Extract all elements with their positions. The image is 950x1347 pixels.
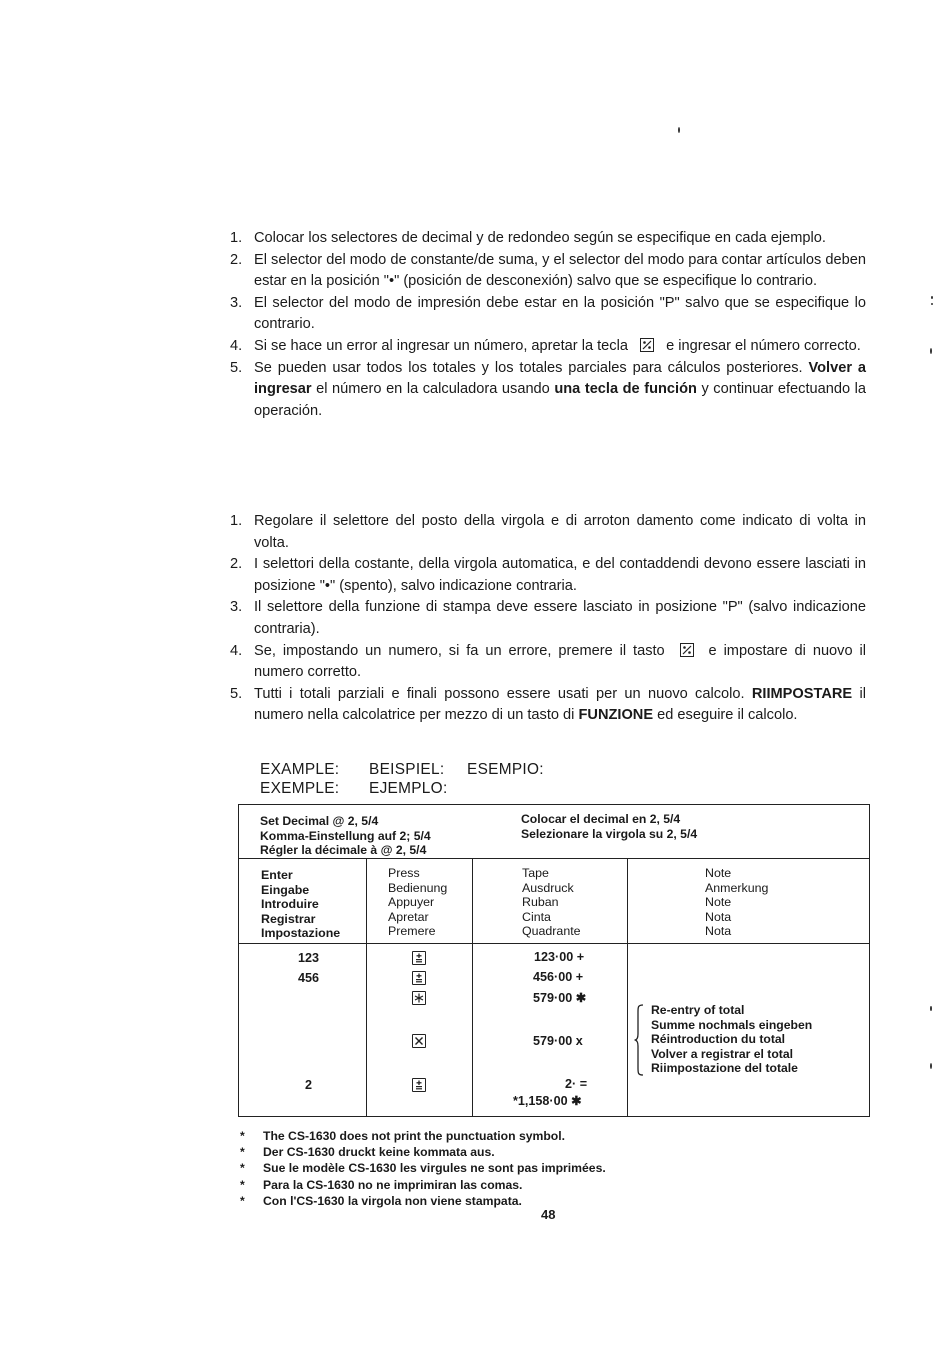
- setup-right: [521, 812, 697, 841]
- footnote: [240, 1160, 606, 1176]
- text-segment: Se pueden usar todos los totales y los totales parciales para cálculos posteriores.: [254, 359, 803, 376]
- heading-word: ESEMPIO:: [467, 761, 544, 778]
- instruction-item: [230, 336, 866, 358]
- plus-equals-key-icon: [412, 1078, 426, 1092]
- item-text: [254, 684, 866, 727]
- scan-speck: [930, 1006, 932, 1011]
- footnote: [240, 1128, 606, 1144]
- italian-instructions: [230, 511, 866, 727]
- footnote: [240, 1177, 606, 1193]
- enter-header: [261, 868, 340, 941]
- scan-speck: [930, 1063, 932, 1069]
- text-segment: ed eseguire il calcolo.: [657, 707, 798, 724]
- footnote-text: Sue le modèle CS-1630 les virgules ne sont pas imprimées.: [263, 1161, 606, 1176]
- example-heading: [260, 760, 544, 798]
- header-line: Apretar: [388, 909, 429, 924]
- tape-line: 579·00 x: [533, 1034, 583, 1048]
- tape-line: 579·00 ✱: [533, 991, 587, 1005]
- clear-entry-key-icon: [640, 338, 654, 352]
- header-line: Eingabe: [261, 882, 310, 897]
- item-number: 3.: [230, 294, 243, 311]
- header-line: Introduire: [261, 897, 319, 912]
- tape-line: *1,158·00 ✱: [513, 1094, 582, 1108]
- instruction-item: [230, 554, 866, 597]
- header-line: Nota: [705, 909, 732, 924]
- header-line: Bedienung: [388, 880, 448, 895]
- page-number: 48: [541, 1207, 556, 1222]
- note-header: [705, 866, 768, 939]
- text-segment: Tutti i totali parziali e finali possono essere usati per un nuovo calcolo.: [254, 685, 745, 702]
- item-number: 2.: [230, 251, 243, 268]
- setup-row: [239, 805, 869, 859]
- header-line: Impostazione: [261, 926, 341, 941]
- tape-line: 2· =: [565, 1077, 588, 1091]
- header-line: Enter: [261, 868, 293, 882]
- item-text: [254, 336, 866, 358]
- bold-segment: RIIMPOSTARE: [751, 685, 853, 702]
- heading-word: BEISPIEL:: [369, 761, 445, 778]
- item-text: Colocar los selectores de decimal y de redondeo según se especifique en cada ejemplo.: [254, 230, 826, 246]
- header-row: [239, 859, 869, 944]
- bold-segment: Volver a ingresar: [254, 359, 867, 398]
- item-text: [254, 641, 866, 684]
- header-line: Appuyer: [388, 895, 435, 910]
- header-line: Ruban: [522, 895, 559, 910]
- text-segment: Se, impostando un numero, si fa un errore, premere il tasto: [254, 642, 665, 659]
- footnote-text: Con l'CS-1630 la virgola non viene stampata.: [263, 1193, 522, 1208]
- header-line: Note: [705, 866, 732, 880]
- header-line: Anmerkung: [705, 880, 769, 895]
- setup-line: Selezionare la virgola su 2, 5/4: [521, 826, 698, 841]
- scan-speck: [931, 296, 933, 299]
- item-number: 4.: [230, 642, 243, 659]
- note-line: Volver a registrar el total: [651, 1046, 794, 1061]
- note-line: Réintroduction du total: [651, 1032, 786, 1047]
- text-segment: y continuar efectuando la operación.: [254, 381, 866, 419]
- heading-word: EXAMPLE:: [260, 761, 340, 778]
- text-segment: e impostare di nuovo il numero corretto.: [254, 642, 866, 681]
- column-divider: [366, 859, 367, 1116]
- column-divider: [627, 859, 628, 1116]
- example-heading-line: [260, 779, 544, 798]
- setup-line: Komma-Einstellung auf 2; 5/4: [260, 828, 431, 843]
- note-line: Riimpostazione del totale: [651, 1061, 798, 1076]
- setup-line: Colocar el decimal en 2, 5/4: [521, 812, 681, 826]
- footnote-text: Der CS-1630 druckt keine kommata aus.: [263, 1145, 495, 1160]
- item-text: El selector del modo de constante/de suma, y el selector del modo para contar artículos deben estar en la posición "•" (posición de desconexión) salvo que se especifique lo contrario.: [254, 251, 866, 290]
- plus-equals-key-icon: [412, 971, 426, 985]
- item-number: 3.: [230, 599, 243, 616]
- item-text: El selector del modo de impresión debe estar en la posición "P" salvo que se especifique lo contrario.: [254, 294, 866, 333]
- instruction-item: [230, 358, 866, 423]
- footnote-text: Para la CS-1630 no ne imprimiran las comas.: [263, 1177, 523, 1192]
- heading-word: EXEMPLE:: [260, 780, 340, 797]
- instruction-item: [230, 293, 866, 336]
- entry-value: 2: [304, 1078, 312, 1092]
- header-line: Note: [705, 895, 732, 910]
- text-segment: il numero nella calcolatrice per mezzo di un tasto di: [254, 685, 866, 724]
- item-text: Il selettore della funzione di stampa deve essere lasciato in posizione "P" (salvo indicazione contraria).: [254, 599, 866, 637]
- text-segment: el número en la calculadora usando: [316, 381, 550, 398]
- clear-entry-key-icon: [680, 643, 694, 657]
- scan-speck: [678, 127, 680, 133]
- footnote-marker: *: [240, 1193, 245, 1208]
- footnote-marker: *: [240, 1145, 245, 1160]
- header-line: Premere: [388, 924, 436, 939]
- footnote-text: The CS-1630 does not print the punctuation symbol.: [263, 1129, 566, 1143]
- item-text: I selettori della costante, della virgola automatica, e del contaddendi devono essere lasciati in posizione "•" (spento), salvo indicazione contraria.: [254, 556, 866, 594]
- bold-segment: FUNZIONE: [578, 707, 654, 724]
- text-segment: e ingresar el número correcto.: [666, 337, 861, 354]
- instruction-item: [230, 597, 866, 640]
- item-number: 1.: [230, 513, 243, 529]
- item-text: Regolare il selettore del posto della virgola e di arroton damento come indicato di volta in volta.: [254, 513, 866, 551]
- header-line: Quadrante: [522, 924, 581, 939]
- tape-header: [522, 866, 581, 939]
- header-line: Registrar: [261, 911, 316, 926]
- item-number: 4.: [230, 337, 243, 354]
- header-line: Nota: [705, 924, 732, 939]
- scan-speck: [930, 348, 932, 354]
- setup-line: Régler la décimale à @ 2, 5/4: [260, 843, 427, 858]
- tape-line: 123·00 +: [534, 950, 585, 964]
- header-line: Press: [388, 866, 420, 880]
- item-number: 5.: [230, 359, 243, 376]
- bold-segment: una tecla de función: [554, 381, 697, 398]
- instruction-item: [230, 641, 866, 684]
- entry-value: 123: [297, 951, 319, 965]
- header-line: Ausdruck: [522, 880, 574, 895]
- spanish-instructions: [230, 228, 866, 422]
- total-key-icon: [412, 991, 426, 1005]
- entry-value: 456: [297, 971, 319, 985]
- instruction-item: [230, 228, 866, 250]
- plus-equals-key-icon: [412, 951, 426, 965]
- instruction-item: [230, 684, 866, 727]
- footnote-marker: *: [240, 1177, 245, 1192]
- scan-speck: [931, 303, 933, 305]
- instruction-item: [230, 511, 866, 554]
- example-heading-line: [260, 760, 544, 779]
- text-segment: Si se hace un error al ingresar un número, apretar la tecla: [254, 337, 628, 354]
- item-text: [254, 358, 866, 423]
- header-line: Cinta: [522, 909, 551, 924]
- instruction-item: [230, 250, 866, 293]
- header-line: Tape: [522, 866, 549, 880]
- item-number: 1.: [230, 230, 243, 246]
- heading-word: EJEMPLO:: [369, 780, 448, 797]
- footnote-marker: *: [240, 1161, 245, 1176]
- setup-line: Set Decimal @ 2, 5/4: [260, 814, 379, 828]
- note-line: Re-entry of total: [651, 1003, 745, 1017]
- footnotes: [240, 1128, 606, 1209]
- note-line: Summe nochmals eingeben: [651, 1017, 813, 1032]
- tape-line: 456·00 +: [533, 970, 584, 984]
- footnote: [240, 1144, 606, 1160]
- multiply-key-icon: [412, 1034, 426, 1048]
- item-number: 5.: [230, 685, 243, 702]
- column-divider: [472, 859, 473, 1116]
- press-header: [388, 866, 447, 939]
- footnote-marker: *: [240, 1129, 245, 1143]
- brace-icon: [634, 1004, 644, 1076]
- item-number: 2.: [230, 556, 243, 573]
- setup-left: [260, 814, 431, 858]
- note-lines: [651, 1003, 812, 1076]
